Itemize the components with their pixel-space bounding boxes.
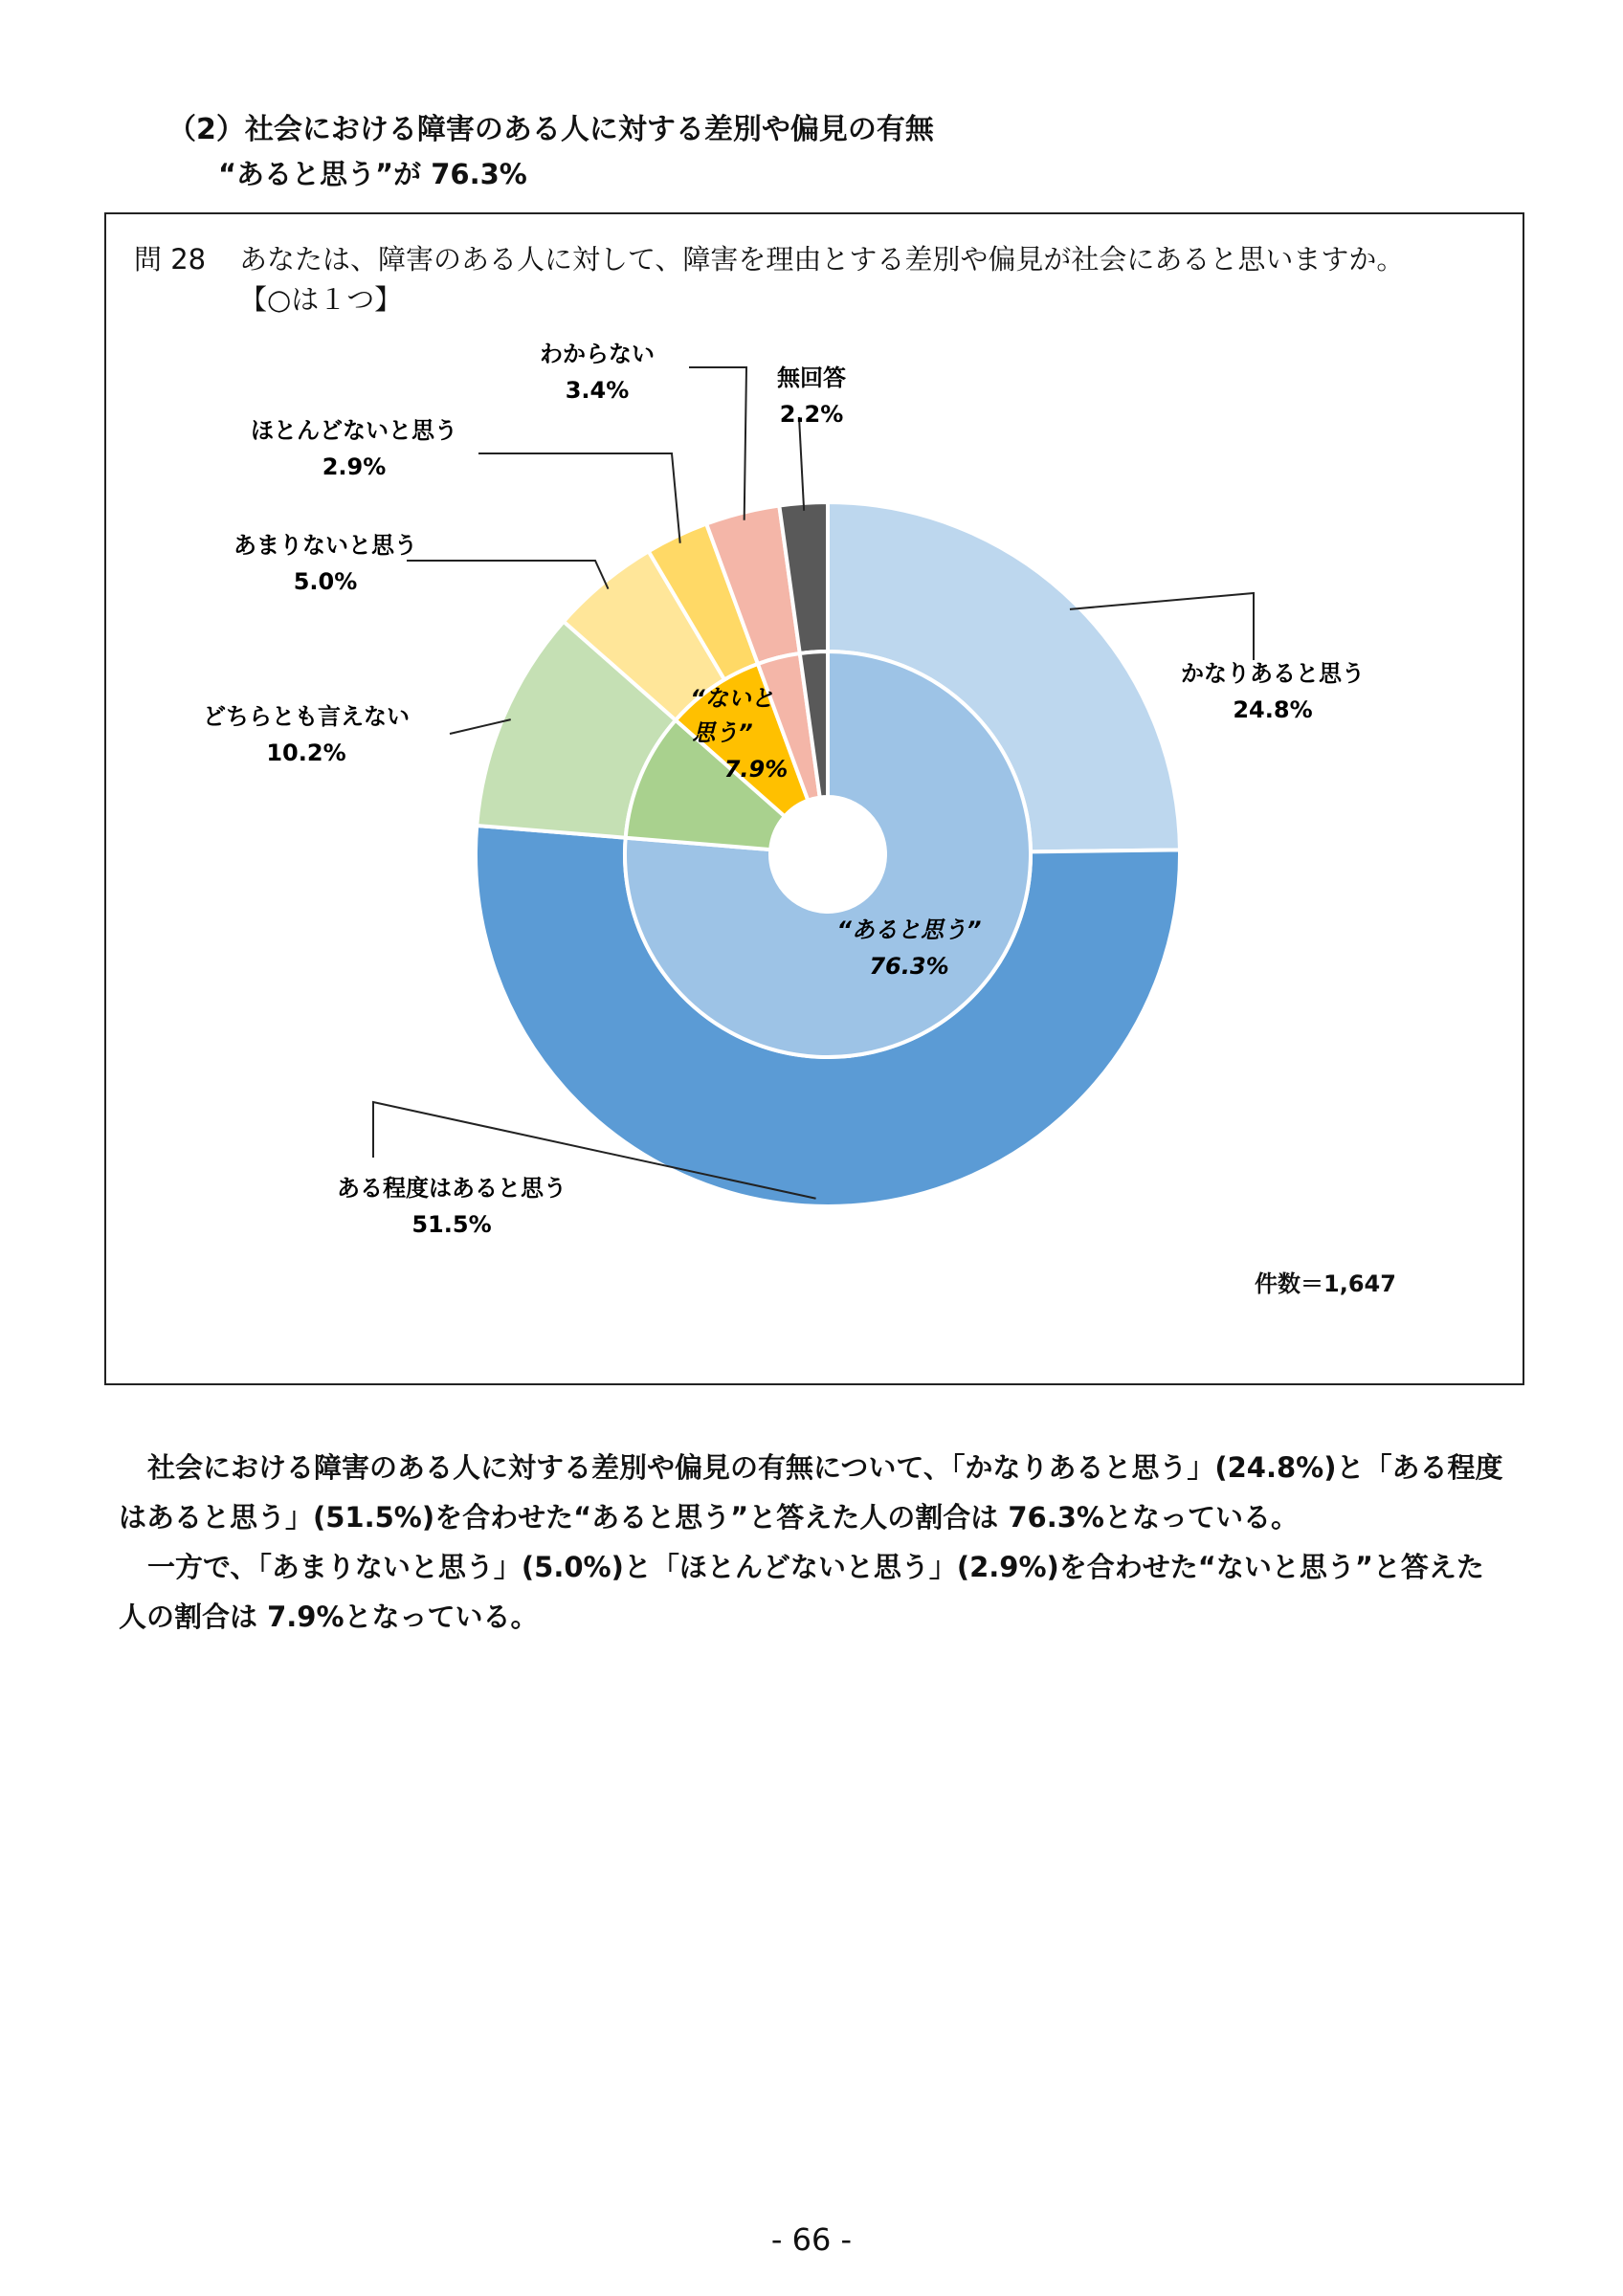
slice-name-3: あまりないと思う [233, 532, 417, 559]
inner-label-nai-value: 7.9% [723, 756, 789, 783]
page-number: - 66 - [770, 2221, 853, 2258]
inner-label-nai-1: “ないと [690, 685, 774, 712]
slice-value-6: 2.2% [779, 401, 844, 428]
slice-name-4: ほとんどないと思う [251, 417, 457, 444]
body-paragraph-2: 一方で、「あまりないと思う」(5.0%)と「ほとんどないと思う」(2.9%)を合わせた“ないと思う”と答えた人の割合は 7.9%となっている。 [119, 1551, 1484, 1633]
section-heading: （2）社会における障害のある人に対する差別や偏見の有無 [167, 113, 934, 146]
section-subheading: “あると思う”が 76.3% [218, 158, 527, 190]
slice-value-0: 24.8% [1233, 696, 1313, 723]
slice-value-1: 51.5% [411, 1211, 492, 1238]
body-paragraph-1: 社会における障害のある人に対する差別や偏見の有無について、「かなりあると思う」(24.8%)と「ある程度はあると思う」(51.5%)を合わせた“あると思う”と答えた人の割合は 76.3%となっている。 [119, 1451, 1503, 1534]
leader-line-5 [689, 367, 746, 520]
leader-line-4 [478, 453, 680, 543]
body-text [119, 1443, 1506, 1642]
inner-label-nai-2: 思う” [692, 719, 753, 746]
donut-hole [770, 797, 885, 912]
slice-value-3: 5.0% [293, 568, 358, 595]
slice-name-0: かなりあると思う [1181, 660, 1365, 687]
slice-name-2: どちらとも言えない [203, 703, 410, 730]
slice-value-5: 3.4% [565, 377, 630, 404]
inner-label-aru: “あると思う” [836, 916, 982, 943]
slice-name-1: ある程度はあると思う [337, 1175, 567, 1202]
leader-line-6 [799, 417, 804, 511]
slice-name-5: わからない [540, 341, 655, 367]
slice-value-2: 10.2% [266, 740, 346, 766]
inner-label-aru-value: 76.3% [869, 953, 949, 980]
sample-size: 件数＝1,647 [1255, 1270, 1396, 1297]
question-text: あなたは、障害のある人に対して、障害を理由とする差別や偏見が社会にあると思いますか。 [239, 243, 1405, 276]
slice-name-6: 無回答 [777, 364, 846, 391]
slice-value-4: 2.9% [322, 453, 387, 480]
question-note: 【○は１つ】 [239, 283, 403, 316]
question-number: 問 28 [134, 243, 207, 276]
leader-line-3 [407, 561, 609, 589]
